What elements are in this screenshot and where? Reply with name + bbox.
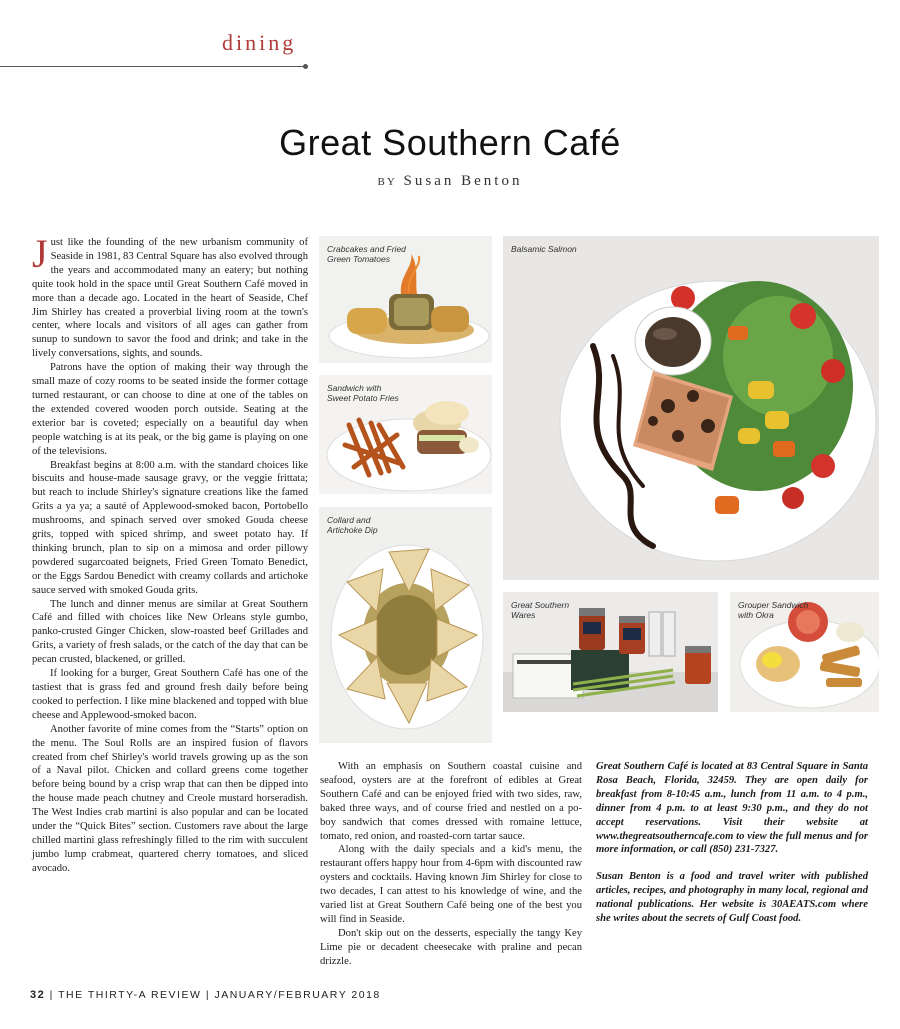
photo-crabcakes [319, 236, 492, 363]
article-paragraph: Breakfast begins at 8:00 a.m. with the standard choices like biscuits and house-made sausage gravy, or the veggie frittata; but reach to include Shirley's signature creations like the famed Grits a ya ya; a sauté of Applewood-smoked bacon, Portobello mushrooms, and spinach served over smoked Gouda cheese grits, topped with spiced shrimp, and sweet potato hay. If thinking brunch, plan to sip on a mimosa and order pillowy powdered sugarcoated beignets, Fried Green Tomato Benedict, or the Eggs Sardou Benedict with creamy collards and artichoke sauce served with smoked Gouda grits. [32, 459, 308, 596]
photo-wares [503, 592, 718, 712]
photo-caption: Balsamic Salmon [511, 244, 577, 254]
byline-author: Susan Benton [403, 173, 523, 189]
article-paragraph: Another favorite of mine comes from the “Starts” option on the menu. The Soul Rolls are an inspired fusion of flavors created from chef Shirley's world travels growing up as the son of a Naval pilot. Chicken and collard greens come together before being bound by a crisp wrap that can then be dipped into the house made peach chutney and Creole mustard horseradish. The West Indies crab martini is also popular and can be located under the “Quick Bites” section. Customers rave about the large chilled martini glass refreshingly filled to the rim with succulent jumbo lump crabmeat, quartered cherry tomatoes, and sliced avocado. [32, 723, 308, 874]
article-paragraph: Just like the founding of the new urbanism community of Seaside in 1981, 83 Central Square has also evolved through the years and accommodated many an eatery; but nothing quite took hold in the space until Great Southern Café moved in more than a decade ago. Located in the heart of Seaside, Chef Jim Shirley has created a proverbial living room at the town's center, where locals and visitors of all ages can gather from sunup to sundown to savor the food and drink; and take in the lively conversations, sights, and sounds. [32, 231, 308, 360]
issue-date: JANUARY/FEBRUARY 2018 [214, 989, 381, 1001]
magazine-name: THE THIRTY-A REVIEW [58, 989, 202, 1001]
info-column [596, 760, 868, 939]
photo-caption: Sandwich with Sweet Potato Fries [327, 383, 399, 403]
restaurant-info: Great Southern Café is located at 83 Central Square in Santa Rosa Beach, Florida, 32459. They are open daily for breakfast from 8-10:45 a.m., lunch from 11 a.m. to 4 p.m., dinner from 4 p.m. to at least 9:30 p.m., and they do not accept reservations. Visit their website at www.thegreatsoutherncafe.com to view the full menus and for more information, or call (850) 231-7327. [596, 761, 868, 856]
article-column-1 [32, 231, 308, 876]
byline-by: BY [377, 176, 397, 188]
article-paragraph: The lunch and dinner menus are similar at Great Southern Café and filled with choices like New Orleans style gumbo, panko-crusted Ginger Chicken, slow-roasted beef Grillades and Grits, a variety of fresh salads, or the catch of the day that can be pecan crusted, blackened, or grilled. [32, 598, 308, 666]
article-paragraph: If looking for a burger, Great Southern Café has one of the tastiest that is grass fed and ground fresh daily before being cooked to perfection. I like mine blackened and topped with blue cheese and Applewood-smoked bacon. [32, 668, 308, 721]
footer-separator: | [205, 989, 211, 1001]
article-paragraph: Along with the daily specials and a kid's menu, the restaurant offers happy hour from 4-6pm with discounted raw oysters and cocktails. Having known Jim Shirley for close to two decades, I can attest to his knowledge of wine, and the varied list at Great Southern Café being one of the best you will find in Seaside. [320, 844, 582, 925]
article-title: Great Southern Café [279, 122, 621, 163]
article-paragraph: Don't skip out on the desserts, especially the tangy Key Lime pie or decadent cheesecake with praline and pecan drizzle. [320, 927, 582, 967]
photo-caption: Collard and Artichoke Dip [327, 515, 378, 535]
photo-balsamic-salmon [503, 236, 879, 580]
header-rule-dot [303, 64, 308, 69]
photo-grouper [730, 592, 879, 712]
dip-illustration [319, 507, 492, 743]
article-paragraph: Patrons have the option of making their way through the small maze of cozy rooms to be seated inside the former cottage turned restaurant, or can choose to dine at one of the tables on the extended covered wooden porch outside. Seating at the exterior bar is coveted; especially on a beautiful day when people watching is at its peak, or the big game is playing on one of the televisions. [32, 362, 308, 457]
author-bio: Susan Benton is a food and travel writer with published articles, recipes, and photography in many local, regional and national publications. Her website is 30AEATS.com where she writes about the secrets of Gulf Coast food. [596, 871, 868, 925]
photo-caption: Crabcakes and Fried Green Tomatoes [327, 244, 406, 264]
byline [0, 173, 900, 190]
article-column-2 [320, 760, 582, 969]
page-number: 32 [30, 989, 46, 1001]
article-paragraph: With an emphasis on Southern coastal cuisine and seafood, oysters are at the forefront of edibles at Great Southern Café and can be enjoyed fried with two sides, raw, baked three ways, and of course fried and nestled on a po-boy sandwich that comes dressed with romaine lettuce, tomato, red onion, and roasted-corn tartar sauce. [320, 761, 582, 842]
drop-cap: J [32, 231, 48, 276]
photo-collard-dip [319, 507, 492, 743]
photo-sandwich [319, 375, 492, 494]
photo-caption: Grouper Sandwich with Okra [738, 600, 809, 620]
header-rule [0, 66, 306, 67]
page-footer [30, 989, 381, 1001]
salmon-illustration [503, 236, 879, 580]
footer-separator: | [49, 989, 54, 1001]
photo-caption: Great Southern Wares [511, 600, 570, 620]
section-label: dining [222, 30, 297, 55]
